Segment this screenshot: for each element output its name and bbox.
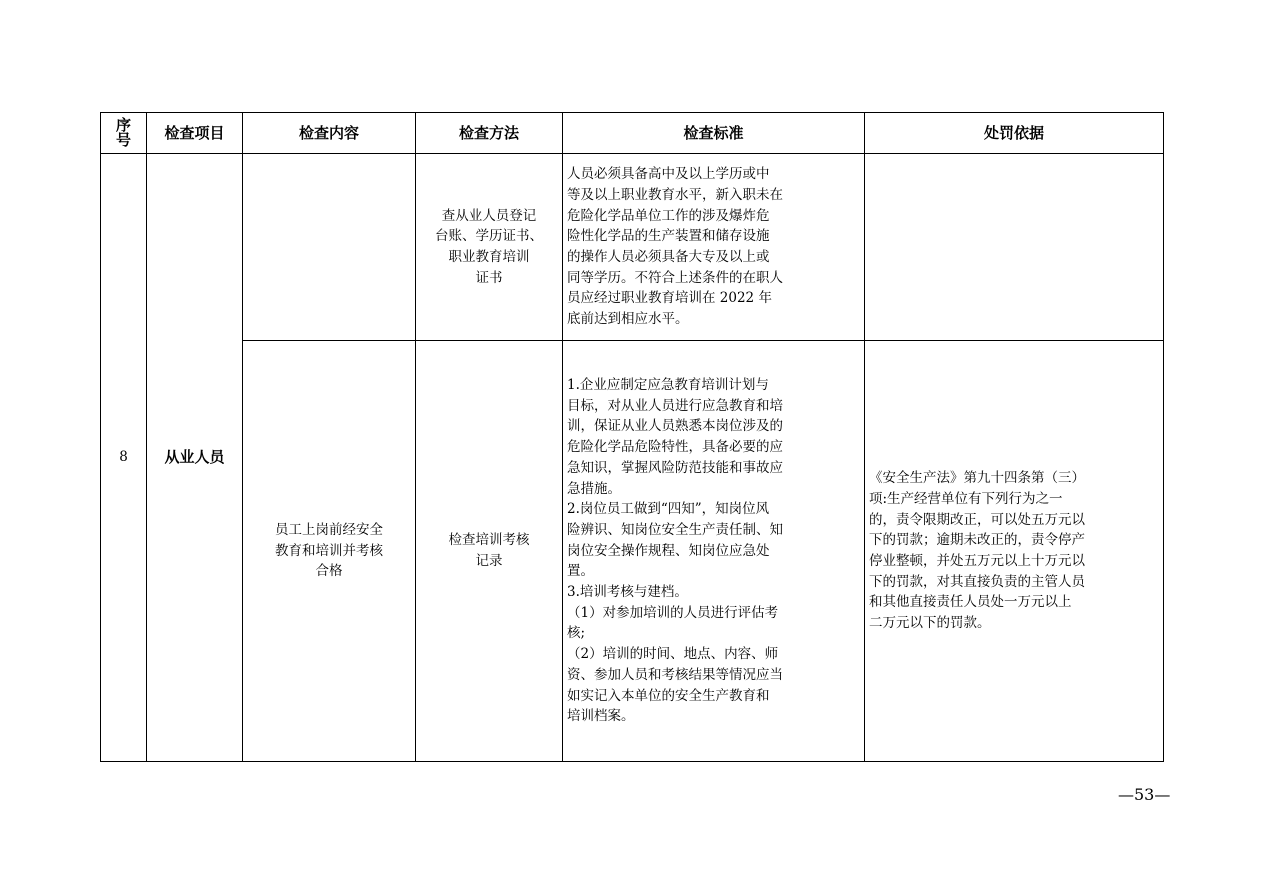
- standard-line: 训，保证从业人员熟悉本岗位涉及的: [567, 418, 783, 435]
- standard-line: 的操作人员必须具备大专及以上或: [567, 249, 770, 265]
- standard-line: 岗位安全操作规程、知岗位应急处: [567, 542, 770, 559]
- header-basis: 处罚依据: [865, 113, 1164, 154]
- method-line: 职业教育培训: [448, 249, 530, 265]
- content-line: 教育和培训并考核: [275, 542, 383, 559]
- standard-line: 置。: [567, 563, 594, 580]
- basis-line: 的，责令限期改正，可以处五万元以: [869, 511, 1085, 528]
- standard-line: 险性化学品的生产装置和储存设施: [567, 228, 770, 245]
- item-cell: 从业人员: [147, 154, 243, 762]
- method-line: 证书: [475, 269, 503, 286]
- standard-line: （2）培训的时间、地点、内容、师: [567, 646, 779, 663]
- basis-cell: [865, 341, 1164, 762]
- standard-line: 急知识，掌握风险防范技能和事故应: [567, 459, 783, 476]
- table-row: [101, 341, 1164, 762]
- method-cell: [416, 154, 563, 341]
- inspection-table: [100, 112, 1164, 762]
- standard-line: 3.培训考核与建档。: [567, 584, 688, 601]
- standard-line: 底前达到相应水平。: [567, 311, 689, 328]
- standard-line: 危险化学品单位工作的涉及爆炸危: [567, 207, 770, 224]
- standard-line: 资、参加人员和考核结果等情况应当: [567, 666, 783, 683]
- header-seq-line-2: 号: [115, 131, 131, 149]
- header-method: 检查方法: [416, 113, 563, 154]
- header-item: 检查项目: [147, 113, 243, 154]
- standard-cell: [563, 341, 865, 762]
- basis-line: 停业整顿，并处五万元以上十万元以: [869, 553, 1085, 569]
- header-content: 检查内容: [243, 113, 416, 154]
- basis-cell: [865, 154, 1164, 341]
- page-number: —53—: [1118, 785, 1171, 804]
- standard-line: 员应经过职业教育培训在 2022 年: [567, 290, 772, 307]
- standard-line: 危险化学品危险特性，具备必要的应: [567, 439, 783, 456]
- basis-line: 下的罚款；逾期未改正的，责令停产: [869, 532, 1085, 549]
- basis-line: 下的罚款，对其直接负责的主管人员: [869, 573, 1085, 590]
- header-standard: 检查标准: [563, 113, 865, 154]
- method-line: 查从业人员登记: [441, 207, 537, 224]
- standard-line: 目标，对从业人员进行应急教育和培: [567, 397, 783, 414]
- content-line: 员工上岗前经安全: [275, 521, 383, 538]
- standard-line: 培训档案。: [567, 708, 635, 725]
- standard-line: 如实记入本单位的安全生产教育和: [567, 687, 770, 704]
- header-seq-line-1: 序: [115, 116, 131, 134]
- header-seq: [101, 113, 147, 154]
- basis-line: 《安全生产法》第九十四条第（三）: [869, 470, 1085, 487]
- content-cell: [243, 341, 416, 762]
- standard-line: 1.企业应制定应急教育培训计划与: [567, 377, 769, 394]
- standard-line: 急措施。: [567, 480, 621, 497]
- basis-line: 二万元以下的罚款。: [869, 615, 991, 632]
- header-row: [101, 113, 1164, 154]
- seq-cell: 8: [101, 154, 147, 762]
- method-line: 记录: [475, 553, 503, 569]
- standard-line: 同等学历。不符合上述条件的在职人: [567, 269, 783, 286]
- standard-line: 核;: [567, 625, 586, 642]
- content-line: 合格: [315, 563, 343, 580]
- standard-line: 等及以上职业教育水平，新入职未在: [567, 186, 783, 203]
- standard-line: 2.岗位员工做到“四知”，知岗位风: [567, 501, 770, 518]
- method-line: 检查培训考核: [448, 532, 530, 549]
- method-line: 台账、学历证书、: [435, 228, 543, 245]
- basis-line: 项:生产经营单位有下列行为之一: [869, 490, 1063, 507]
- method-cell: [416, 341, 563, 762]
- standard-cell: [563, 154, 865, 341]
- standard-line: （1）对参加培训的人员进行评估考: [567, 604, 779, 621]
- standard-line: 险辨识、知岗位安全生产责任制、知: [567, 521, 783, 538]
- basis-line: 和其他直接责任人员处一万元以上: [869, 594, 1072, 611]
- content-cell: [243, 154, 416, 341]
- standard-line: 人员必须具备高中及以上学历或中: [567, 166, 770, 183]
- table-row: [101, 154, 1164, 341]
